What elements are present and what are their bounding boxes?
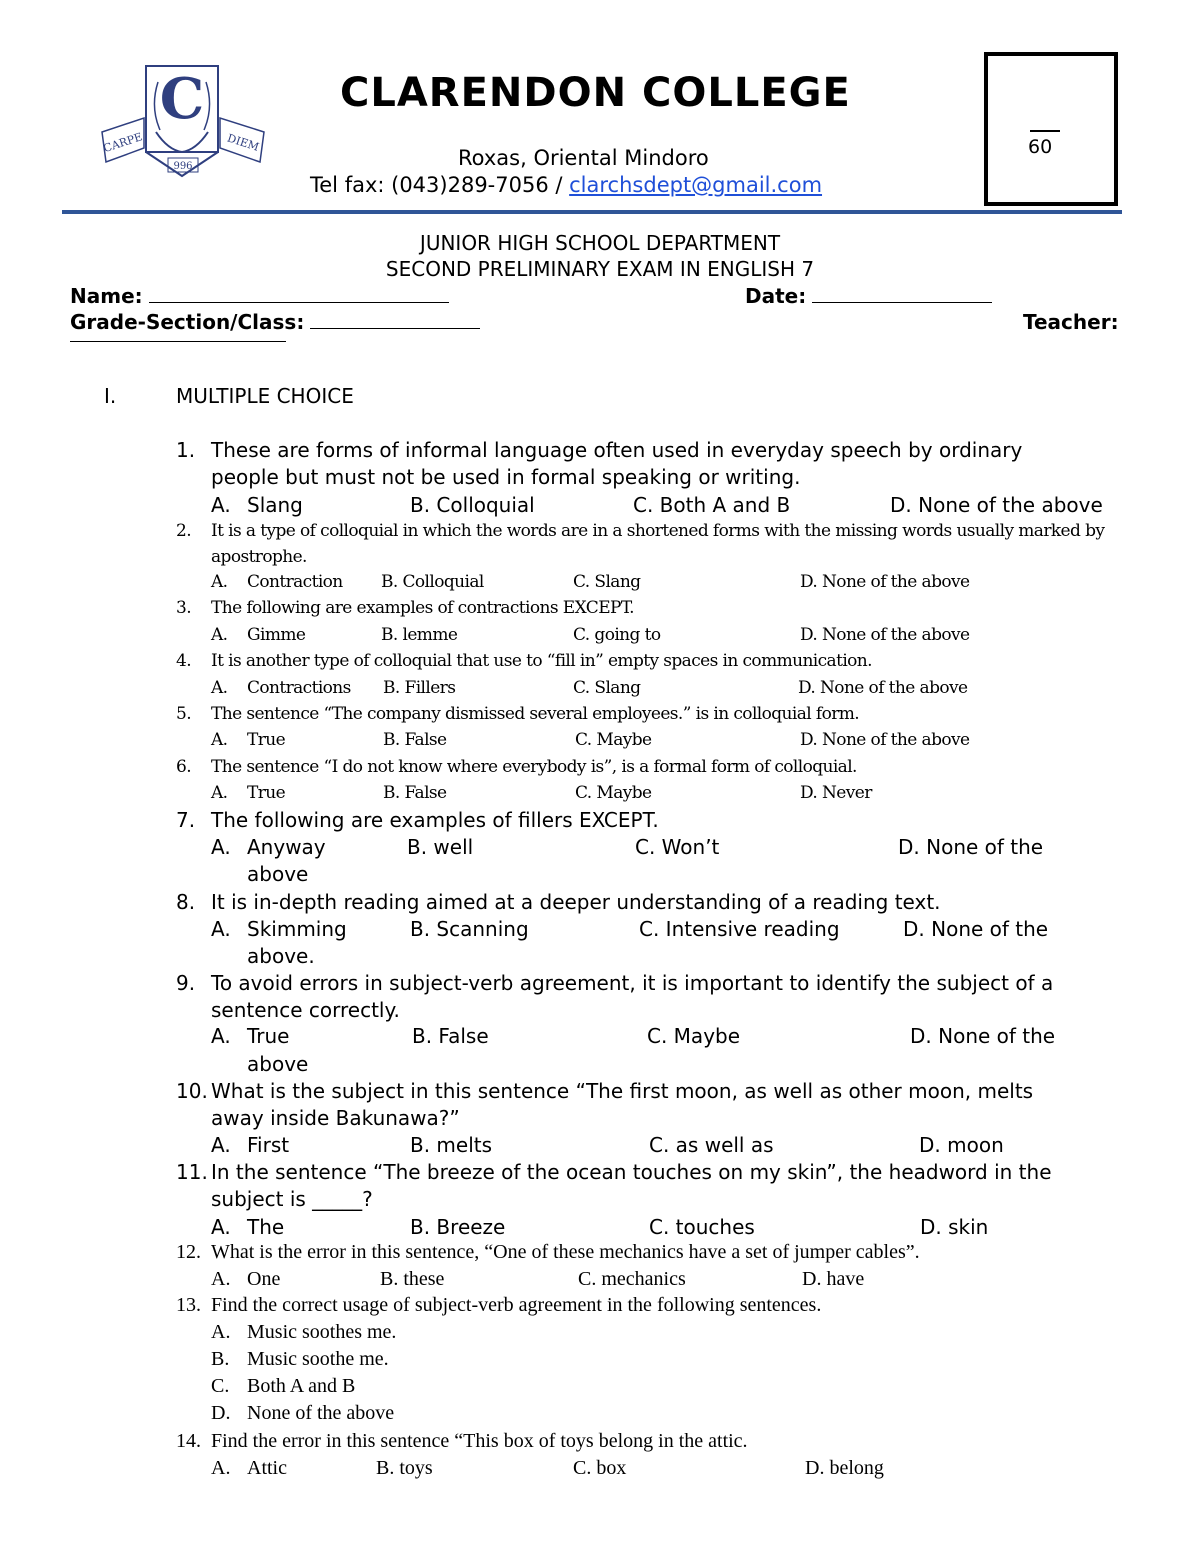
answer-choice[interactable]: Skimming xyxy=(247,917,347,941)
answer-choice[interactable]: C. box xyxy=(573,1457,627,1479)
answer-choice[interactable]: B. melts xyxy=(410,1133,493,1157)
question-number: 1. xyxy=(176,438,196,462)
answer-choice[interactable]: D. None of the xyxy=(898,835,1044,859)
choice-letter: A. xyxy=(211,835,231,859)
answer-choice[interactable]: The xyxy=(247,1215,285,1239)
contact-phone: Tel fax: (043)289-7056 / xyxy=(310,173,570,197)
question-text: The following are examples of contractions EXCEPT. xyxy=(211,598,634,618)
answer-choice[interactable]: B. Colloquial xyxy=(381,572,484,592)
question-number: 9. xyxy=(176,971,196,995)
answer-choice[interactable]: D. None of the above xyxy=(800,572,970,592)
choice-letter: A. xyxy=(211,493,231,517)
date-blank[interactable] xyxy=(812,284,992,303)
question-number: 8. xyxy=(176,890,196,914)
question-text-continued: sentence correctly. xyxy=(211,998,400,1022)
question-number: 11. xyxy=(176,1160,208,1184)
answer-choice[interactable]: D. moon xyxy=(919,1133,1004,1157)
question-number: 6. xyxy=(176,757,192,777)
question-number: 14. xyxy=(176,1430,201,1452)
answer-choice[interactable]: D. None of the above xyxy=(798,678,968,698)
question-text: What is the subject in this sentence “The first moon, as well as other moon, melts xyxy=(211,1079,1034,1103)
answer-choice[interactable]: B. False xyxy=(383,730,447,750)
choice-letter: D. xyxy=(211,1402,231,1424)
question-number: 13. xyxy=(176,1294,201,1316)
choice-letter: A. xyxy=(211,917,231,941)
question-text-continued: above xyxy=(247,862,309,886)
answer-choice[interactable]: D. belong xyxy=(805,1457,884,1479)
teacher-field xyxy=(1023,310,1119,334)
answer-choice[interactable]: Anyway xyxy=(247,835,326,859)
question-text: Find the correct usage of subject-verb agreement in the following sentences. xyxy=(211,1294,822,1316)
answer-choice[interactable]: C. Maybe xyxy=(575,783,652,803)
section-title: MULTIPLE CHOICE xyxy=(176,384,354,408)
answer-choice[interactable]: B. lemme xyxy=(381,625,458,645)
date-field xyxy=(745,284,992,308)
answer-choice[interactable]: C. Won’t xyxy=(635,835,720,859)
answer-choice[interactable]: C. Maybe xyxy=(575,730,652,750)
question-number: 7. xyxy=(176,808,196,832)
question-text-continued: apostrophe. xyxy=(211,547,307,567)
answer-choice[interactable]: Slang xyxy=(247,493,303,517)
answer-choice[interactable]: D. have xyxy=(802,1268,865,1290)
grade-label: Grade-Section/Class: xyxy=(70,310,305,334)
question-text: The sentence “I do not know where everybody is”, is a formal form of colloquial. xyxy=(211,757,857,777)
answer-choice[interactable]: D. None of the xyxy=(910,1024,1056,1048)
name-label: Name: xyxy=(70,284,143,308)
question-text: Find the error in this sentence “This box of toys belong in the attic. xyxy=(211,1430,748,1452)
teacher-label: Teacher: xyxy=(1023,310,1119,334)
question-text-continued: away inside Bakunawa?” xyxy=(211,1106,460,1130)
question-text: In the sentence “The breeze of the ocean touches on my skin”, the headword in the xyxy=(211,1160,1052,1184)
grade-blank[interactable] xyxy=(310,310,480,329)
answer-choice[interactable]: Contraction xyxy=(247,572,343,592)
answer-choice[interactable]: D. None of the above xyxy=(890,493,1103,517)
logo-motto-right: DIEM xyxy=(225,131,261,154)
logo-year: 996 xyxy=(173,161,193,172)
score-line xyxy=(1030,130,1060,132)
department-title: JUNIOR HIGH SCHOOL DEPARTMENT xyxy=(419,231,781,255)
answer-choice[interactable]: D. None of the above xyxy=(800,730,970,750)
answer-choice[interactable]: C. Maybe xyxy=(647,1024,741,1048)
choice-letter: A. xyxy=(211,1321,231,1343)
choice-letter: A. xyxy=(211,1268,231,1290)
logo-motto-left: CARPE xyxy=(101,130,144,156)
question-text: It is in-depth reading aimed at a deeper understanding of a reading text. xyxy=(211,890,941,914)
answer-choice[interactable]: C. Slang xyxy=(573,572,641,592)
college-address: Roxas, Oriental Mindoro xyxy=(458,146,709,170)
answer-choice[interactable]: True xyxy=(247,1024,290,1048)
question-number: 5. xyxy=(176,704,192,724)
answer-choice[interactable]: B. Breeze xyxy=(410,1215,506,1239)
choice-letter: B. xyxy=(211,1348,230,1370)
question-text-continued: above xyxy=(247,1052,309,1076)
answer-choice[interactable]: C. Intensive reading xyxy=(639,917,840,941)
answer-choice[interactable]: D. Never xyxy=(800,783,872,803)
question-number: 2. xyxy=(176,521,192,541)
answer-choice[interactable]: Gimme xyxy=(247,625,306,645)
choice-letter: A. xyxy=(211,1215,231,1239)
answer-choice[interactable]: B. Fillers xyxy=(383,678,456,698)
college-contact xyxy=(310,173,822,197)
total-score: 60 xyxy=(1028,136,1053,158)
answer-choice[interactable]: True xyxy=(247,783,286,803)
question-number: 10. xyxy=(176,1079,208,1103)
answer-choice[interactable]: D. skin xyxy=(920,1215,989,1239)
answer-choice[interactable]: B. Scanning xyxy=(410,917,529,941)
question-number: 3. xyxy=(176,598,192,618)
teacher-blank[interactable] xyxy=(70,341,286,342)
question-text: To avoid errors in subject-verb agreement, it is important to identify the subject of a xyxy=(211,971,1054,995)
question-text: The following are examples of fillers EXCEPT. xyxy=(211,808,659,832)
choice-letter: A. xyxy=(211,730,228,750)
question-text: It is a type of colloquial in which the words are in a shortened forms with the missing words usually marked by xyxy=(211,521,1105,541)
section-number: I. xyxy=(104,384,117,408)
question-text-continued: above. xyxy=(247,944,315,968)
answer-choice[interactable]: C. going to xyxy=(573,625,661,645)
logo-letter: C xyxy=(159,66,205,132)
answer-choice[interactable]: True xyxy=(247,730,286,750)
answer-choice[interactable]: D. None of the above xyxy=(800,625,970,645)
answer-choice[interactable]: B. toys xyxy=(376,1457,433,1479)
answer-choice[interactable]: First xyxy=(247,1133,290,1157)
answer-choice[interactable]: B. Colloquial xyxy=(410,493,535,517)
name-blank[interactable] xyxy=(149,284,449,303)
answer-choice[interactable]: B. False xyxy=(412,1024,489,1048)
answer-choice[interactable]: One xyxy=(247,1268,281,1290)
name-field xyxy=(70,284,449,308)
question-text: What is the error in this sentence, “One of these mechanics have a set of jumper cables”. xyxy=(211,1241,920,1263)
answer-choice[interactable]: C. touches xyxy=(649,1215,755,1239)
answer-choice[interactable]: B. these xyxy=(380,1268,445,1290)
answer-choice[interactable]: C. Slang xyxy=(573,678,641,698)
choice-letter: A. xyxy=(211,678,228,698)
answer-choice[interactable]: B. False xyxy=(383,783,447,803)
answer-choice[interactable]: D. None of the xyxy=(903,917,1049,941)
grade-field xyxy=(70,310,480,334)
choice-letter: A. xyxy=(211,572,228,592)
score-box xyxy=(984,52,1118,206)
question-text: These are forms of informal language often used in everyday speech by ordinary xyxy=(211,438,1023,462)
answer-choice[interactable]: Both A and B xyxy=(247,1375,356,1397)
choice-letter: A. xyxy=(211,783,228,803)
question-number: 12. xyxy=(176,1241,201,1263)
choice-letter: C. xyxy=(211,1375,230,1397)
answer-choice[interactable]: Music soothe me. xyxy=(247,1348,389,1370)
answer-choice[interactable]: None of the above xyxy=(247,1402,395,1424)
answer-choice[interactable]: B. well xyxy=(407,835,474,859)
question-text: The sentence “The company dismissed several employees.” is in colloquial form. xyxy=(211,704,860,724)
answer-choice[interactable]: C. mechanics xyxy=(578,1268,686,1290)
choice-letter: A. xyxy=(211,625,228,645)
question-text-continued: people but must not be used in formal speaking or writing. xyxy=(211,465,801,489)
exam-title: SECOND PRELIMINARY EXAM IN ENGLISH 7 xyxy=(385,257,815,281)
question-number: 4. xyxy=(176,651,192,671)
choice-letter: A. xyxy=(211,1133,231,1157)
answer-choice[interactable]: Music soothes me. xyxy=(247,1321,397,1343)
choice-letter: A. xyxy=(211,1024,231,1048)
answer-choice[interactable]: Attic xyxy=(247,1457,287,1479)
date-label: Date: xyxy=(745,284,807,308)
choice-letter: A. xyxy=(211,1457,231,1479)
college-name: CLARENDON COLLEGE xyxy=(340,70,851,116)
college-logo xyxy=(98,62,268,180)
header-divider xyxy=(62,210,1122,214)
answer-choice[interactable]: C. as well as xyxy=(649,1133,774,1157)
contact-email-link[interactable]: clarchsdept@gmail.com xyxy=(569,173,823,197)
question-text-continued: subject is _____? xyxy=(211,1187,373,1211)
answer-choice[interactable]: Contractions xyxy=(247,678,351,698)
answer-choice[interactable]: C. Both A and B xyxy=(633,493,791,517)
question-text: It is another type of colloquial that use to “fill in” empty spaces in communication. xyxy=(211,651,872,671)
